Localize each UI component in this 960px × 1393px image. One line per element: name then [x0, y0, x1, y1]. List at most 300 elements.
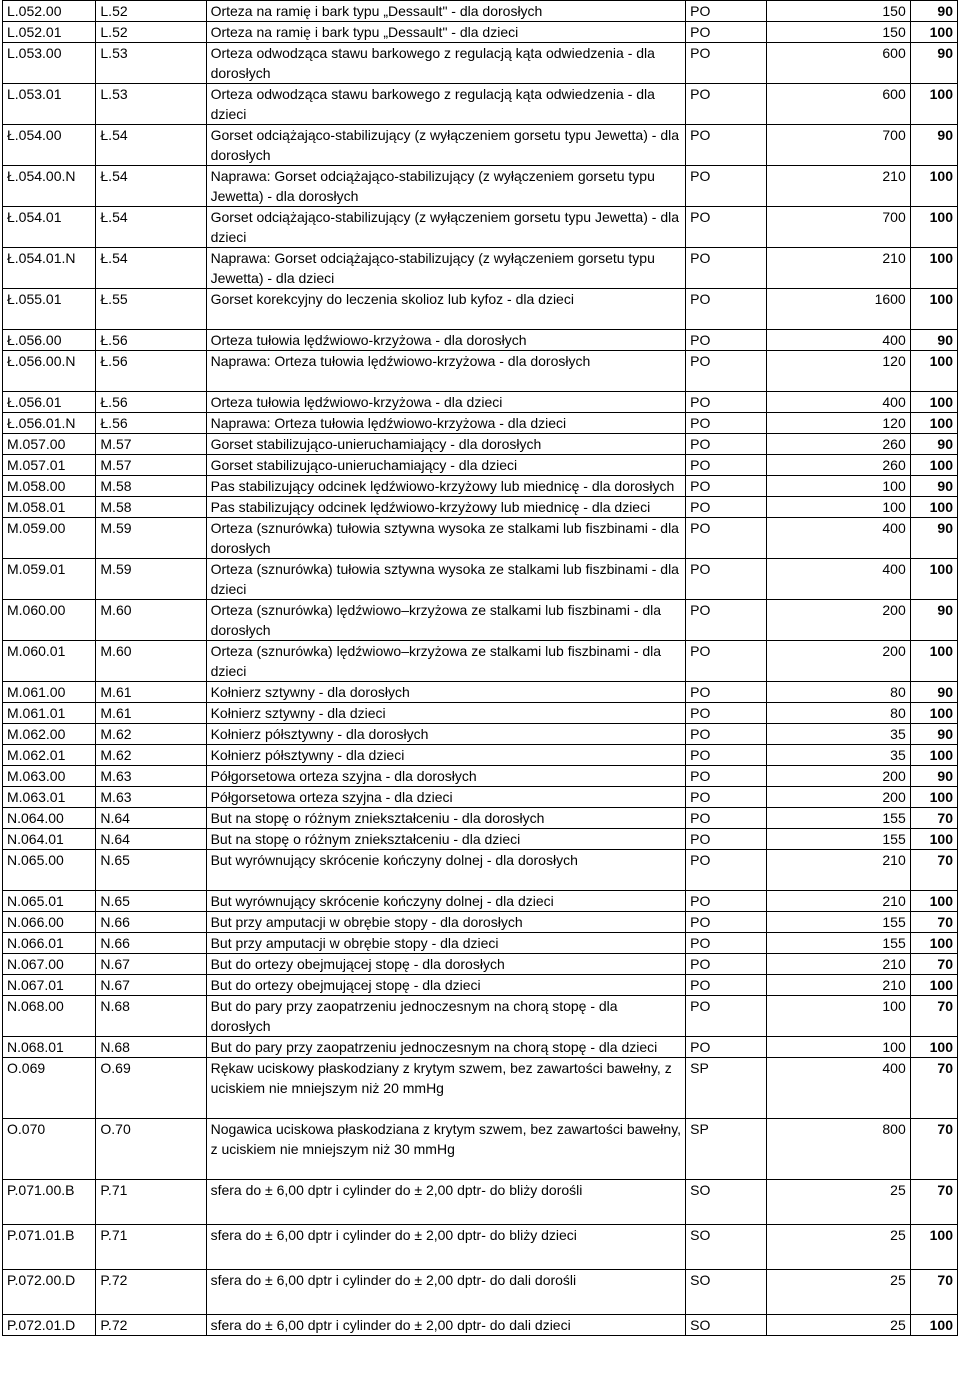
refund-percent: 90 [910, 518, 957, 559]
group-code: O.70 [96, 1119, 206, 1180]
price-limit: 100 [766, 996, 910, 1037]
refund-percent: 100 [910, 22, 957, 43]
table-row [3, 476, 958, 497]
product-name: But do ortezy obejmującej stopę - dla dzieci [206, 975, 686, 996]
group-code: M.58 [96, 476, 206, 497]
group-code: Ł.54 [96, 166, 206, 207]
group-code: P.72 [96, 1315, 206, 1336]
price-limit: 210 [766, 248, 910, 289]
table-row [3, 248, 958, 289]
product-code: N.065.00 [3, 850, 96, 891]
product-name: Naprawa: Gorset odciążająco-stabilizujący (z wyłączeniem gorsetu typu Jewetta) - dla dorosłych [206, 166, 686, 207]
price-limit: 600 [766, 84, 910, 125]
price-limit: 35 [766, 745, 910, 766]
product-type: PO [686, 559, 767, 600]
refund-percent: 70 [910, 954, 957, 975]
price-limit: 120 [766, 413, 910, 434]
product-code: N.066.01 [3, 933, 96, 954]
product-code: M.062.00 [3, 724, 96, 745]
product-name: sfera do ± 6,00 dptr i cylinder do ± 2,00 dptr- do bliży dorośli [206, 1180, 686, 1225]
group-code: N.65 [96, 850, 206, 891]
group-code: N.68 [96, 996, 206, 1037]
product-type: PO [686, 497, 767, 518]
product-code: L.053.00 [3, 43, 96, 84]
table-row [3, 641, 958, 682]
product-type: PO [686, 703, 767, 724]
product-name: Nogawica uciskowa płaskodziana z krytym szwem, bez zawartości bawełny, z uciskiem nie mniejszym niż 30 mmHg [206, 1119, 686, 1180]
product-code: P.072.01.D [3, 1315, 96, 1336]
group-code: M.59 [96, 518, 206, 559]
price-limit: 600 [766, 43, 910, 84]
product-type: PO [686, 166, 767, 207]
refund-percent: 100 [910, 1315, 957, 1336]
refund-percent: 100 [910, 1225, 957, 1270]
price-limit: 155 [766, 829, 910, 850]
table-row [3, 1180, 958, 1225]
refund-percent: 90 [910, 330, 957, 351]
price-limit: 200 [766, 600, 910, 641]
product-code: M.057.01 [3, 455, 96, 476]
refund-percent: 70 [910, 1119, 957, 1180]
product-name: But do pary przy zaopatrzeniu jednoczesnym na chorą stopę - dla dorosłych [206, 996, 686, 1037]
refund-percent: 70 [910, 1058, 957, 1119]
refund-percent: 100 [910, 289, 957, 330]
group-code: Ł.56 [96, 413, 206, 434]
product-type: PO [686, 850, 767, 891]
table-row [3, 330, 958, 351]
refund-percent: 70 [910, 1180, 957, 1225]
product-code: N.066.00 [3, 912, 96, 933]
price-limit: 100 [766, 1037, 910, 1058]
refund-percent: 90 [910, 476, 957, 497]
product-name: Naprawa: Orteza tułowia lędźwiowo-krzyżowa - dla dzieci [206, 413, 686, 434]
product-code: O.069 [3, 1058, 96, 1119]
table-row [3, 497, 958, 518]
price-limit: 100 [766, 497, 910, 518]
price-limit: 155 [766, 912, 910, 933]
refund-percent: 100 [910, 248, 957, 289]
product-type: PO [686, 745, 767, 766]
price-limit: 25 [766, 1270, 910, 1315]
table-row [3, 808, 958, 829]
product-type: PO [686, 125, 767, 166]
product-type: PO [686, 641, 767, 682]
refund-percent: 70 [910, 996, 957, 1037]
product-code: L.052.01 [3, 22, 96, 43]
refund-percent: 90 [910, 1, 957, 22]
refund-percent: 70 [910, 850, 957, 891]
group-code: N.64 [96, 829, 206, 850]
group-code: N.68 [96, 1037, 206, 1058]
product-name: Gorset stabilizująco-unieruchamiający - dla dorosłych [206, 434, 686, 455]
price-limit: 700 [766, 125, 910, 166]
price-limit: 260 [766, 434, 910, 455]
group-code: L.52 [96, 1, 206, 22]
product-name: Rękaw uciskowy płaskodziany z krytym szwem, bez zawartości bawełny, z uciskiem nie mniejszym niż 20 mmHg [206, 1058, 686, 1119]
product-name: Orteza (sznurówka) lędźwiowo–krzyżowa ze stalkami lub fiszbinami - dla dzieci [206, 641, 686, 682]
product-type: PO [686, 996, 767, 1037]
price-limit: 35 [766, 724, 910, 745]
refund-percent: 90 [910, 682, 957, 703]
product-type: PO [686, 912, 767, 933]
table-row [3, 745, 958, 766]
price-limit: 200 [766, 641, 910, 682]
refund-percent: 100 [910, 933, 957, 954]
refund-percent: 100 [910, 829, 957, 850]
price-limit: 120 [766, 351, 910, 392]
refund-percent: 100 [910, 392, 957, 413]
product-name: sfera do ± 6,00 dptr i cylinder do ± 2,00 dptr- do dali dorośli [206, 1270, 686, 1315]
product-type: PO [686, 829, 767, 850]
refund-percent: 90 [910, 43, 957, 84]
table-body [3, 1, 958, 1336]
group-code: Ł.56 [96, 330, 206, 351]
product-code: M.057.00 [3, 434, 96, 455]
price-limit: 210 [766, 166, 910, 207]
product-type: PO [686, 1, 767, 22]
table-row [3, 207, 958, 248]
product-name: Półgorsetowa orteza szyjna - dla dzieci [206, 787, 686, 808]
price-limit: 210 [766, 891, 910, 912]
product-code: N.068.00 [3, 996, 96, 1037]
product-name: Gorset odciążająco-stabilizujący (z wyłączeniem gorsetu typu Jewetta) - dla dzieci [206, 207, 686, 248]
price-limit: 1600 [766, 289, 910, 330]
price-limit: 260 [766, 455, 910, 476]
product-code: Ł.056.01.N [3, 413, 96, 434]
product-type: PO [686, 84, 767, 125]
product-code: M.058.01 [3, 497, 96, 518]
group-code: N.67 [96, 954, 206, 975]
product-name: Orteza tułowia lędźwiowo-krzyżowa - dla dorosłych [206, 330, 686, 351]
group-code: P.71 [96, 1180, 206, 1225]
table-row [3, 954, 958, 975]
product-code: N.067.01 [3, 975, 96, 996]
group-code: O.69 [96, 1058, 206, 1119]
product-code: P.071.00.B [3, 1180, 96, 1225]
product-code: Ł.054.00 [3, 125, 96, 166]
price-limit: 210 [766, 850, 910, 891]
group-code: L.53 [96, 43, 206, 84]
table-row [3, 166, 958, 207]
price-limit-table [2, 0, 958, 1336]
product-type: PO [686, 766, 767, 787]
table-row [3, 850, 958, 891]
table-row [3, 518, 958, 559]
product-type: PO [686, 43, 767, 84]
product-code: M.062.01 [3, 745, 96, 766]
price-limit: 400 [766, 392, 910, 413]
table-row [3, 351, 958, 392]
refund-percent: 100 [910, 975, 957, 996]
product-name: But przy amputacji w obrębie stopy - dla dorosłych [206, 912, 686, 933]
product-type: PO [686, 787, 767, 808]
group-code: M.61 [96, 703, 206, 724]
product-name: Orteza na ramię i bark typu „Dessault" - dla dorosłych [206, 1, 686, 22]
price-limit: 25 [766, 1180, 910, 1225]
table-row [3, 1037, 958, 1058]
group-code: M.57 [96, 455, 206, 476]
refund-percent: 90 [910, 766, 957, 787]
refund-percent: 70 [910, 1270, 957, 1315]
price-limit: 200 [766, 787, 910, 808]
product-type: PO [686, 248, 767, 289]
refund-percent: 100 [910, 166, 957, 207]
price-limit: 400 [766, 518, 910, 559]
table-row [3, 933, 958, 954]
refund-percent: 70 [910, 912, 957, 933]
product-name: But na stopę o różnym zniekształceniu - dla dorosłych [206, 808, 686, 829]
product-name: But do ortezy obejmującej stopę - dla dorosłych [206, 954, 686, 975]
refund-percent: 90 [910, 724, 957, 745]
group-code: N.66 [96, 933, 206, 954]
product-code: Ł.054.01.N [3, 248, 96, 289]
product-type: PO [686, 434, 767, 455]
table-row [3, 787, 958, 808]
product-name: Orteza (sznurówka) tułowia sztywna wysoka ze stalkami lub fiszbinami - dla dzieci [206, 559, 686, 600]
table-row [3, 43, 958, 84]
refund-percent: 100 [910, 745, 957, 766]
product-code: P.072.00.D [3, 1270, 96, 1315]
product-code: M.060.00 [3, 600, 96, 641]
table-row [3, 891, 958, 912]
table-row [3, 125, 958, 166]
table-row [3, 912, 958, 933]
refund-percent: 100 [910, 559, 957, 600]
group-code: L.53 [96, 84, 206, 125]
price-limit: 210 [766, 954, 910, 975]
product-code: L.052.00 [3, 1, 96, 22]
group-code: Ł.54 [96, 125, 206, 166]
product-name: But przy amputacji w obrębie stopy - dla dzieci [206, 933, 686, 954]
price-limit: 400 [766, 330, 910, 351]
product-type: PO [686, 682, 767, 703]
group-code: M.57 [96, 434, 206, 455]
product-code: P.071.01.B [3, 1225, 96, 1270]
product-type: PO [686, 22, 767, 43]
price-limit: 25 [766, 1315, 910, 1336]
refund-percent: 90 [910, 600, 957, 641]
price-limit: 400 [766, 1058, 910, 1119]
price-limit: 200 [766, 766, 910, 787]
price-limit: 700 [766, 207, 910, 248]
product-code: M.061.01 [3, 703, 96, 724]
refund-percent: 100 [910, 84, 957, 125]
product-name: Kołnierz sztywny - dla dzieci [206, 703, 686, 724]
product-type: PO [686, 351, 767, 392]
table-row [3, 1, 958, 22]
price-limit: 100 [766, 476, 910, 497]
group-code: L.52 [96, 22, 206, 43]
group-code: N.64 [96, 808, 206, 829]
group-code: M.62 [96, 745, 206, 766]
product-type: PO [686, 975, 767, 996]
refund-percent: 70 [910, 808, 957, 829]
table-row [3, 455, 958, 476]
product-name: But wyrównujący skrócenie kończyny dolnej - dla dzieci [206, 891, 686, 912]
price-limit: 80 [766, 703, 910, 724]
refund-percent: 100 [910, 703, 957, 724]
table-row [3, 1225, 958, 1270]
table-row [3, 559, 958, 600]
group-code: M.63 [96, 787, 206, 808]
product-type: PO [686, 808, 767, 829]
product-type: PO [686, 954, 767, 975]
product-type: SO [686, 1180, 767, 1225]
table-row [3, 413, 958, 434]
product-code: N.067.00 [3, 954, 96, 975]
product-code: M.061.00 [3, 682, 96, 703]
price-limit: 150 [766, 1, 910, 22]
product-code: N.068.01 [3, 1037, 96, 1058]
product-type: SP [686, 1119, 767, 1180]
product-type: PO [686, 289, 767, 330]
refund-percent: 100 [910, 641, 957, 682]
product-type: SO [686, 1315, 767, 1336]
group-code: Ł.54 [96, 248, 206, 289]
table-row [3, 22, 958, 43]
refund-percent: 90 [910, 125, 957, 166]
product-type: PO [686, 891, 767, 912]
group-code: M.59 [96, 559, 206, 600]
group-code: P.71 [96, 1225, 206, 1270]
group-code: N.65 [96, 891, 206, 912]
product-name: Pas stabilizujący odcinek lędźwiowo-krzyżowy lub miednicę - dla dzieci [206, 497, 686, 518]
product-code: M.063.01 [3, 787, 96, 808]
product-name: But do pary przy zaopatrzeniu jednoczesnym na chorą stopę - dla dzieci [206, 1037, 686, 1058]
product-code: M.059.01 [3, 559, 96, 600]
product-code: M.063.00 [3, 766, 96, 787]
product-code: Ł.056.01 [3, 392, 96, 413]
price-limit: 155 [766, 933, 910, 954]
product-code: Ł.056.00.N [3, 351, 96, 392]
product-name: Gorset odciążająco-stabilizujący (z wyłączeniem gorsetu typu Jewetta) - dla dorosłych [206, 125, 686, 166]
group-code: Ł.55 [96, 289, 206, 330]
product-code: Ł.055.01 [3, 289, 96, 330]
product-name: Naprawa: Gorset odciążająco-stabilizujący (z wyłączeniem gorsetu typu Jewetta) - dla dzieci [206, 248, 686, 289]
product-name: Orteza (sznurówka) lędźwiowo–krzyżowa ze stalkami lub fiszbinami - dla dorosłych [206, 600, 686, 641]
group-code: Ł.54 [96, 207, 206, 248]
product-name: Gorset korekcyjny do leczenia skolioz lub kyfoz - dla dzieci [206, 289, 686, 330]
group-code: M.58 [96, 497, 206, 518]
product-type: PO [686, 933, 767, 954]
product-name: Kołnierz sztywny - dla dorosłych [206, 682, 686, 703]
product-type: SP [686, 1058, 767, 1119]
product-code: M.058.00 [3, 476, 96, 497]
table-row [3, 289, 958, 330]
product-code: N.065.01 [3, 891, 96, 912]
product-code: N.064.00 [3, 808, 96, 829]
product-type: PO [686, 455, 767, 476]
price-limit: 80 [766, 682, 910, 703]
product-type: SO [686, 1225, 767, 1270]
table-row [3, 975, 958, 996]
product-code: M.059.00 [3, 518, 96, 559]
product-name: Kołnierz półsztywny - dla dorosłych [206, 724, 686, 745]
product-name: Półgorsetowa orteza szyjna - dla dorosłych [206, 766, 686, 787]
product-name: But wyrównujący skrócenie kończyny dolnej - dla dorosłych [206, 850, 686, 891]
table-row [3, 392, 958, 413]
group-code: Ł.56 [96, 392, 206, 413]
price-limit: 150 [766, 22, 910, 43]
table-row [3, 724, 958, 745]
table-row [3, 84, 958, 125]
product-code: Ł.054.01 [3, 207, 96, 248]
product-type: SO [686, 1270, 767, 1315]
product-type: PO [686, 1037, 767, 1058]
table-row [3, 703, 958, 724]
group-code: N.67 [96, 975, 206, 996]
table-row [3, 1270, 958, 1315]
refund-percent: 100 [910, 497, 957, 518]
table-row [3, 829, 958, 850]
table-row [3, 1119, 958, 1180]
refund-percent: 100 [910, 891, 957, 912]
product-name: Gorset stabilizująco-unieruchamiający - dla dzieci [206, 455, 686, 476]
refund-percent: 90 [910, 434, 957, 455]
product-name: Orteza odwodząca stawu barkowego z regulacją kąta odwiedzenia - dla dorosłych [206, 43, 686, 84]
group-code: P.72 [96, 1270, 206, 1315]
table-row [3, 682, 958, 703]
product-code: N.064.01 [3, 829, 96, 850]
refund-percent: 100 [910, 455, 957, 476]
table-row [3, 766, 958, 787]
table-row [3, 1315, 958, 1336]
table-row [3, 600, 958, 641]
refund-percent: 100 [910, 1037, 957, 1058]
group-code: M.60 [96, 641, 206, 682]
product-name: Naprawa: Orteza tułowia lędźwiowo-krzyżowa - dla dorosłych [206, 351, 686, 392]
product-name: Orteza tułowia lędźwiowo-krzyżowa - dla dzieci [206, 392, 686, 413]
refund-percent: 100 [910, 351, 957, 392]
product-name: Orteza odwodząca stawu barkowego z regulacją kąta odwiedzenia - dla dzieci [206, 84, 686, 125]
product-type: PO [686, 392, 767, 413]
price-limit: 800 [766, 1119, 910, 1180]
refund-percent: 100 [910, 787, 957, 808]
price-limit: 210 [766, 975, 910, 996]
product-name: Orteza (sznurówka) tułowia sztywna wysoka ze stalkami lub fiszbinami - dla dorosłych [206, 518, 686, 559]
price-limit: 155 [766, 808, 910, 829]
group-code: M.61 [96, 682, 206, 703]
group-code: M.63 [96, 766, 206, 787]
product-type: PO [686, 413, 767, 434]
price-limit: 400 [766, 559, 910, 600]
product-type: PO [686, 724, 767, 745]
table-row [3, 1058, 958, 1119]
group-code: Ł.56 [96, 351, 206, 392]
product-type: PO [686, 207, 767, 248]
group-code: M.60 [96, 600, 206, 641]
group-code: N.66 [96, 912, 206, 933]
product-name: sfera do ± 6,00 dptr i cylinder do ± 2,00 dptr- do bliży dzieci [206, 1225, 686, 1270]
table-row [3, 996, 958, 1037]
product-type: PO [686, 518, 767, 559]
product-name: But na stopę o różnym zniekształceniu - dla dzieci [206, 829, 686, 850]
table-row [3, 434, 958, 455]
product-type: PO [686, 600, 767, 641]
product-type: PO [686, 330, 767, 351]
product-code: M.060.01 [3, 641, 96, 682]
product-type: PO [686, 476, 767, 497]
product-code: O.070 [3, 1119, 96, 1180]
group-code: M.62 [96, 724, 206, 745]
product-name: sfera do ± 6,00 dptr i cylinder do ± 2,00 dptr- do dali dzieci [206, 1315, 686, 1336]
product-code: Ł.054.00.N [3, 166, 96, 207]
product-code: Ł.056.00 [3, 330, 96, 351]
product-name: Kołnierz półsztywny - dla dzieci [206, 745, 686, 766]
refund-percent: 100 [910, 413, 957, 434]
product-name: Orteza na ramię i bark typu „Dessault" - dla dzieci [206, 22, 686, 43]
price-limit: 25 [766, 1225, 910, 1270]
